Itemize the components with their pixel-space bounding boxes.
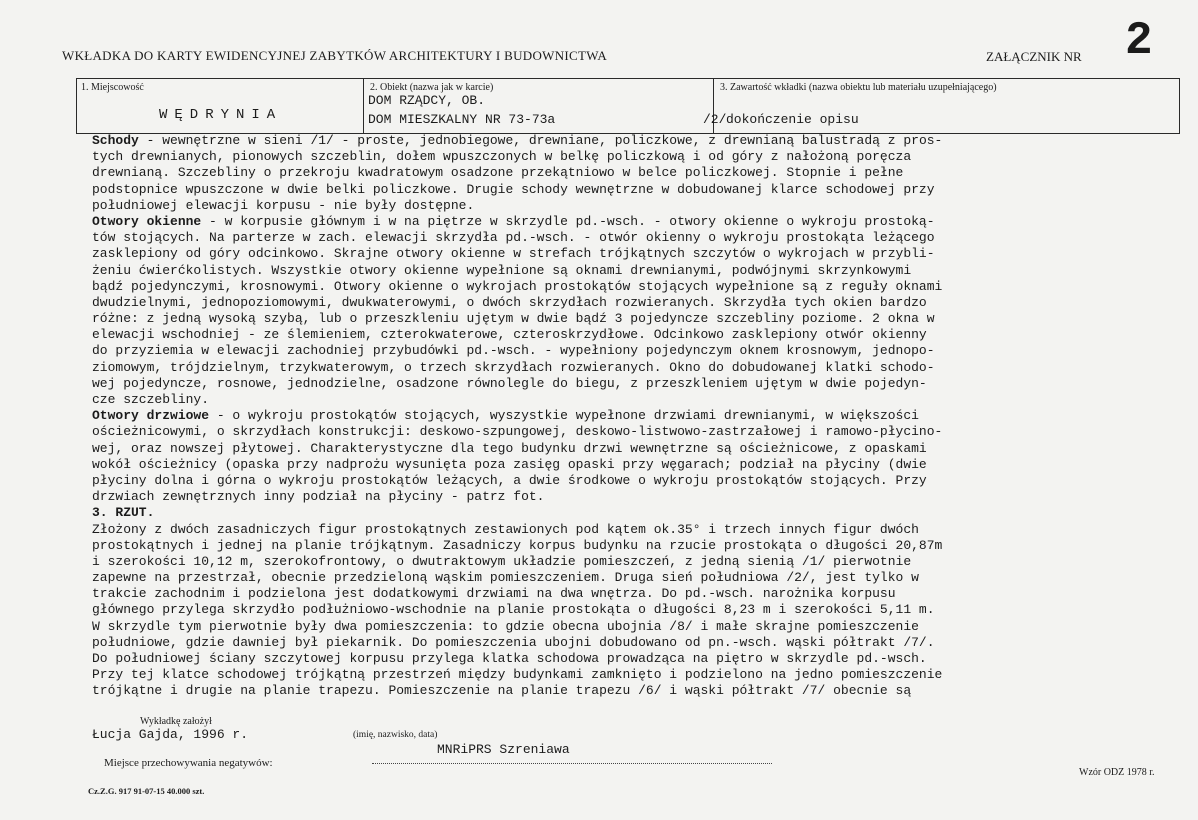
text-line [92,457,1182,473]
text-line [92,667,1182,683]
text-line [92,408,1182,424]
line-text: prostokątnych i jednej na planie trójkątnym. Zasadniczy korpus budynku na rzucie prostokąta o długości 20,87m [92,537,943,553]
text-line [92,198,1182,214]
form-code: Wzór ODZ 1978 r. [1079,767,1155,778]
text-line [92,635,1182,651]
line-text: - o wykroju prostokątów stojących, wyszystkie wypełnone drzwiami drewnianymi, w większości [209,408,919,424]
line-text: ościeżnicowymi, o skrzydłach konstrukcji: deskowo-szpungowej, deskowo-listwowo-zastrzałowej i ramowo-płycino- [92,424,943,440]
line-text: wej pojedyncze, rosnowe, jednodzielne, osadzone równolegle do biegu, z przeszkleniem ujętym w dwie pojedyn- [92,375,927,391]
prepared-by-label: Wykładkę założył [140,716,212,727]
text-line [92,182,1182,198]
text-line [92,392,1182,408]
text-line [92,263,1182,279]
place-label: 1. Miejscowość [81,82,144,93]
text-line [92,602,1182,618]
line-text: tów stojących. Na parterze w zach. elewacji skrzydła pd.-wsch. - otwór okienny o wykroju prostokąta leżącego [92,230,935,246]
line-text: zasklepiony od góry odcinkowo. Skrajne otwory okienne w strefach trójkątnych szczytów o wykrojach w przybli- [92,246,935,262]
object-cell [364,79,714,133]
text-line [92,279,1182,295]
annex-label: ZAŁĄCZNIK NR [986,49,1082,64]
text-line [92,489,1182,505]
line-text: drewnianą. Szczebliny o przekroju kwadratowym osadzone przekątniowo w belce policzkowej. Stopnie i pełne [92,165,904,181]
negatives-storage-label: Miejsce przechowywania negatywów: [104,757,273,769]
line-text: dwudzielnymi, jednopoziomowymi, dwukwaterowymi, o dwóch skrzydłach rozwieranych. Skrzydła tych okien bardzo [92,294,927,310]
text-line [92,619,1182,635]
line-text: ziomowym, trójdzielnym, trzykwaterowym, o trzech skrzydłach rozwieranych. Okno do dobudowanej klatki schodo- [92,359,935,375]
print-info: Cz.Z.G. 917 91-07-15 40.000 szt. [88,786,205,796]
negatives-storage-line [372,763,772,764]
line-text: Złożony z dwóch zasadniczych figur prostokątnych zestawionych pod kątem ok.35° i trzech innych figur dwóch [92,521,919,537]
object-label: 2. Obiekt (nazwa jak w karcie) [370,82,494,93]
author-hint: (imię, nazwisko, data) [353,730,438,740]
place-value: WĘDRYNIA [159,107,283,123]
section-heading: Schody [92,133,139,148]
text-line [92,424,1182,440]
line-text: tych drewnianych, pionowych szczeblin, dołem wpuszczonych w belkę policzkową i od góry z nałożoną poręcza [92,149,912,165]
line-text: bądź pojedynczymi, krosnowymi. Otwory okienne o wykrojach prostokątów stojących wypełnione są z reguły oknami [92,278,943,294]
text-line [92,376,1182,392]
content-cell [714,79,1179,133]
line-text: - w korpusie głównym i w na piętrze w skrzydle pd.-wsch. - otwory okienne o wykroju prostoką- [201,213,935,229]
text-line [92,473,1182,489]
page-mark: /2/ [703,112,727,127]
form-header-table [76,78,1180,134]
text-line [92,505,1182,521]
text-line [92,570,1182,586]
place-cell [77,79,364,133]
section-heading: Otwory drzwiowe [92,408,210,424]
text-line [92,522,1182,538]
text-line [92,230,1182,246]
object-name-line-1: DOM RZĄDCY, OB. [368,93,486,108]
text-line [92,538,1182,554]
description-text [92,133,1182,700]
line-text: do przyziemia w elewacji zachodniej przybudówki pd.-wsch. - wypełniony pojedynczym oknem krosnowym, jednopo- [92,343,935,359]
text-line [92,360,1182,376]
institution-name: MNRiPRS Szreniawa [437,742,570,757]
text-line [92,441,1182,457]
line-text: żeniu ćwierćkolistych. Wszystkie otwory okienne wypełnione są oknami drewnianymi, podwójnymi skrzynkowymi [92,262,912,278]
line-text: południowe, gdzie dawniej był piekarnik. Do pomieszczenia ubojni dobudowano od pn.-wsch. wąski półtrakt /7/. [92,634,935,650]
line-text: różne: z jedną wysoką szybą, lub o przeszkleniu ujętym w dwie bądź 3 pojedyncze szczebliny poziome. 2 okna w [92,311,935,327]
text-line [92,149,1182,165]
line-text: głównego przylega skrzydło podłużniowo-wschodnie na planie prostokąta o długości 8,23 m i szerokości 5,11 m. [92,602,935,618]
line-text: wej, oraz nowszej płytowej. Charakterystyczne dla tego budynku drzwi wewnętrzne są ościeżnicowe, z opaskami [92,440,927,456]
content-value: dokończenie opisu [726,112,859,127]
section-heading: Otwory okienne [92,213,202,229]
line-text: trójkątne i drugie na planie trapezu. Pomieszczenie na planie trapezu /6/ i wąski półtrakt /7/ obecnie są [92,683,912,699]
line-text: W skrzydle tym pierwotnie były dwa pomieszczenia: to gdzie obecna ubojnia /8/ i małe skrajne pomieszczenie [92,618,919,634]
text-line [92,165,1182,181]
text-line [92,651,1182,667]
line-text: Do południowej ściany szczytowej korpusu przylega klatka schodowa prowadząca na piętro w skrzydle pd.-wsch. [92,651,927,666]
text-line [92,327,1182,343]
content-label: 3. Zawartość wkładki (nazwa obiektu lub materiału uzupełniającego) [720,82,997,93]
line-text: trakcie zachodnim i podzielona jest dodatkowymi drzwiami na dwa wnętrza. Do pd.-wsch. narożnika korpusu [92,586,896,602]
section-heading: 3. RZUT. [92,505,155,521]
line-text: wokół ościeżnicy (opaska przy nadprożu wysunięta poza zasięg opaski przy węgarach; podział na płyciny (dwie [92,456,927,472]
text-line [92,311,1182,327]
text-line [92,133,1182,149]
header-title: WKŁADKA DO KARTY EWIDENCYJNEJ ZABYTKÓW ARCHITEKTURY I BUDOWNICTWA [62,48,608,63]
line-text: Przy tej klatce schodowej trójkątną przestrzeń między budynkami zamknięto i podzielono na jedno pomieszczenie [92,667,943,683]
object-name-line-2: DOM MIESZKALNY NR 73-73a [368,112,556,127]
line-text: drzwiach zewnętrznych inny podział na płyciny - patrz fot. [92,489,545,505]
line-text: i szerokości 10,12 m, szerokofrontowy, o dwutraktowym układzie pomieszczeń, z jedną sienią /1/ pierwotnie [92,553,912,569]
line-text: zapewne na przestrzał, obecnie przedzieloną wąskim pomieszczeniem. Druga sień południowa /2/, jest tylko w [92,570,919,586]
line-text: cze szczebliny. [92,392,210,407]
author-signature: Łucja Gajda, 1996 r. [92,727,249,742]
text-line [92,214,1182,230]
text-line [92,295,1182,311]
text-line [92,554,1182,570]
text-line [92,246,1182,262]
text-line [92,683,1182,699]
line-text: - wewnętrzne w sieni /1/ - proste, jednobiegowe, drewniane, policzkowe, z drewnianą balustradą z pros- [138,133,943,148]
line-text: podstopnice wpuszczone w dwie belki policzkowe. Drugie schody wewnętrzne w dobudowanej klarce schodowej przy [92,181,935,197]
line-text: płyciny dolna i górna o wykroju prostokątów leżących, a dwie środkowe o wykroju prostokątów stojących. Przy [92,472,927,488]
line-text: południowej elewacji korpusu - nie były dostępne. [92,197,475,213]
line-text: elewacji wschodniej - ze ślemieniem, czterokwaterowe, czteroskrzydłowe. Odcinkowo zasklepiony otwór okienny [92,327,927,343]
text-line [92,343,1182,359]
annex-number: 2 [1125,15,1153,67]
text-line [92,586,1182,602]
